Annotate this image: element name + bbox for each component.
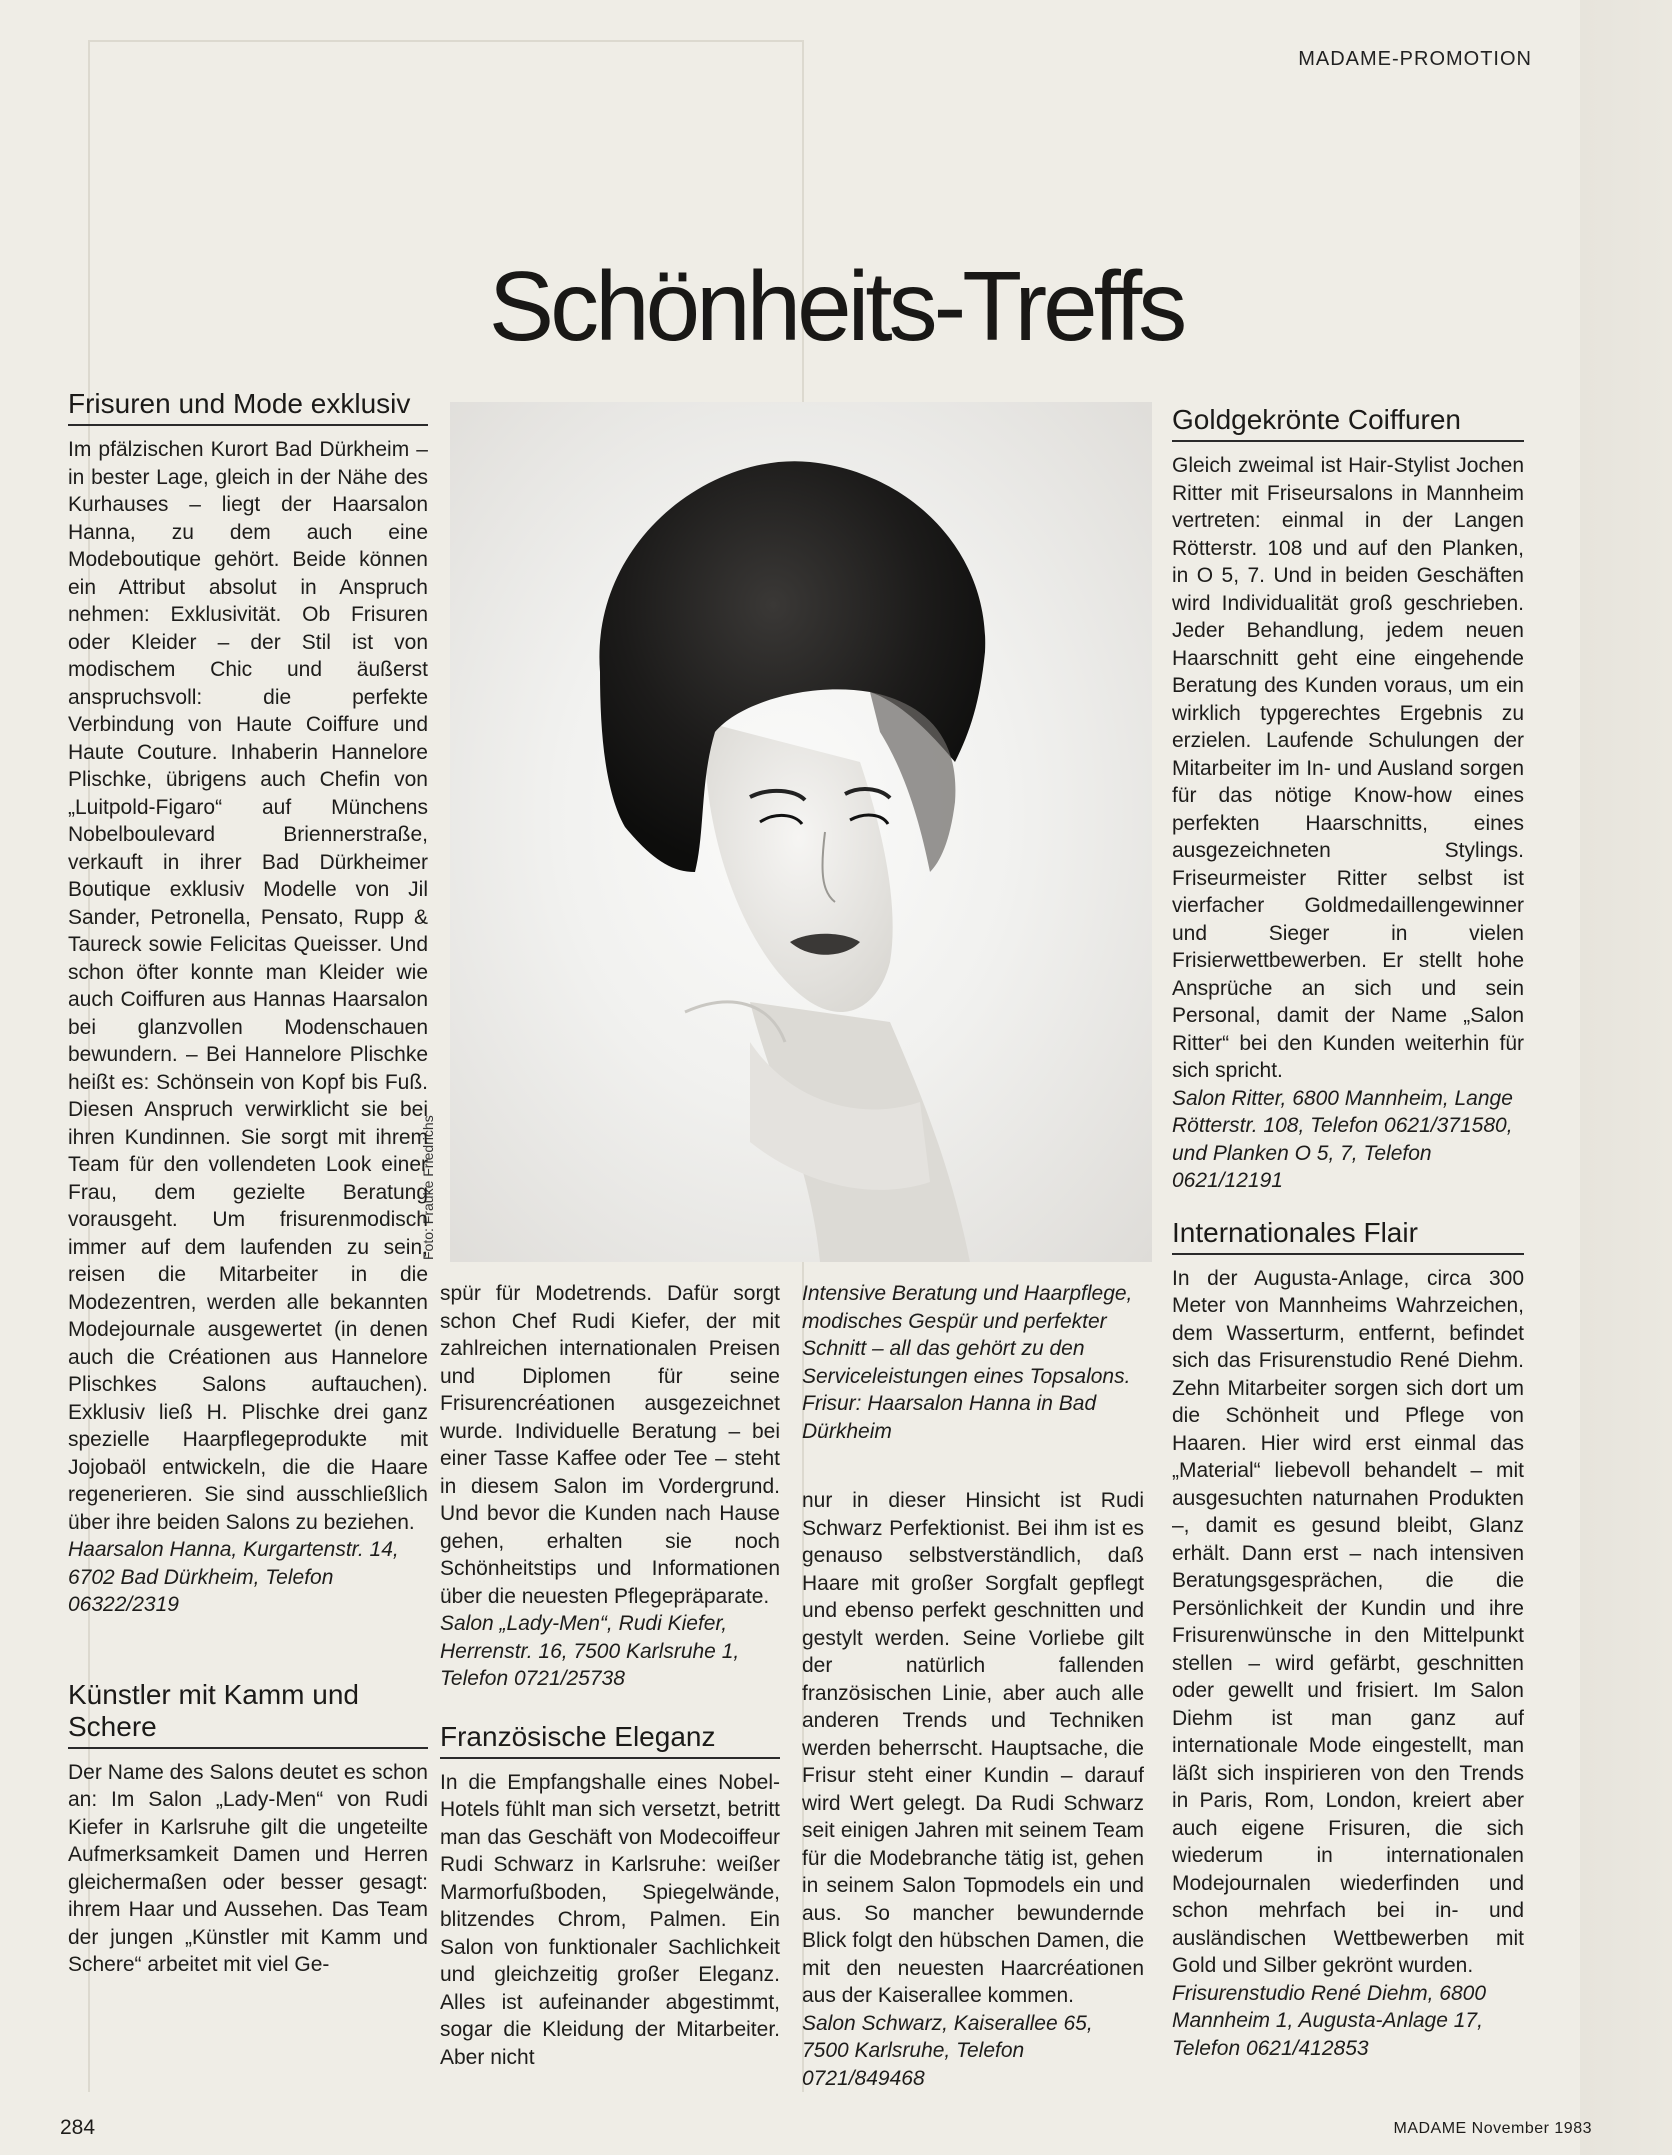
article-lady-men-continued: spür für Modetrends. Dafür sorgt schon Chef Rudi Kiefer, der mit zahlreichen internationalen Preisen und Diplomen für seine Frisurencréationen ausgezeichnet wurde. Individuelle Beratung – bei einer Tasse Kaffee oder Tee – steht in diesem Salon im Vordergrund. Und bevor die Kunden nach Hause gehen, erhalten sie noch Schönheitstips und Informationen über die neuesten Pflegepräparate.	[440, 1282, 780, 1608]
article-franzoesische-eleganz: In die Empfangshalle eines Nobel-Hotels fühlt man sich versetzt, betritt man das Geschäft von Modecoiffeur Rudi Schwarz in Karlsruhe: weißer Marmorfußboden, Spiegelwände, blitzendes Chrom, Palmen. Ein Salon von funktionaler Sachlichkeit und gleichzeitig großer Eleganz. Alles ist aufeinander abgestimmt, sogar die Kleidung der Mitarbeiter. Aber nicht	[440, 1770, 780, 2069]
page-title: Schönheits-Treffs	[488, 251, 1184, 361]
portrait-illustration	[450, 402, 1152, 1262]
column-1	[68, 388, 428, 1979]
address-salon-ritter: Salon Ritter, 6800 Mannheim, Lange Rötterstr. 108, Telefon 0621/371580, und Planken O 5, 7, Telefon 0621/12191	[1172, 1086, 1513, 1192]
article-frisuren-und-mode: Im pfälzischen Kurort Bad Dürkheim – in bester Lage, gleich in der Nähe des Kurhauses – liegt der Haarsalon Hanna, zu dem auch eine Modeboutique gehört. Beide können ein Attribut absolut in Anspruch nehmen: Exklusivität. Ob Frisuren oder Kleider – der Stil ist von modischem Chic und äußerst anspruchsvoll: die perfekte Verbindung von Haute Coiffure und Haute Couture. Inhaberin Hannelore Plischke, übrigens auch Chefin von „Luitpold-Figaro“ auf Münchens Nobelboulevard Briennerstraße, verkauft in ihrer Bad Dürkheimer Boutique exklusiv Modelle von Jil Sander, Petronella, Pensato, Rupp & Taureck sowie Felicitas Queisser. Und schon öfter konnte man Kleider wie auch Coiffuren aus Hannas Haarsalon bei glanzvollen Modenschauen bewundern. – Bei Hannelore Plischke heißt es: Schönsein von Kopf bis Fuß. Diesen Anspruch verwirklicht sie bei ihren Kundinnen. Sie sorgt mit ihrem Team für den vollendeten Look einer Frau, dem gezielte Beratung vorausgeht. Um frisurenmodisch immer auf dem laufenden zu sein, reisen die Mitarbeiter in die Modezentren, werden alle bekannten Modejournale ausgewertet (in denen auch die Créationen aus Hannelore Plischkes Salons auftauchen). Exklusiv ließ H. Plischke drei ganz spezielle Haarpflegeprodukte mit Jojobaöl entwickeln, die die Haare regenerieren. Sie sind ausschließlich über ihre beiden Salons zu beziehen.	[68, 438, 428, 1534]
article-goldgekroente-coiffuren: Gleich zweimal ist Hair-Stylist Jochen Ritter mit Friseursalons in Mannheim vertreten: einmal in der Langen Rötterstr. 108 und auf den Planken, in O 5, 7. Und in beiden Geschäften wird Individualität groß geschrieben. Jeder Behandlung, jedem neuen Haarschnitt geht eine eingehende Beratung des Kunden voraus, um ein wirklich typgerechtes Ergebnis zu erzielen. Laufende Schulungen der Mitarbeiter im In- und Ausland sorgen für das nötige Know-how eines perfekten Haarschnitts, eines ausgezeichneten Stylings. Friseurmeister Ritter selbst ist vierfacher Goldmedaillengewinner und Sieger in vielen Frisierwettbewerben. Er stellt hohe Ansprüche an sich und sein Personal, damit der Name „Salon Ritter“ bei den Kunden weiterhin für sich spricht.	[1172, 454, 1524, 1082]
address-haarsalon-hanna: Haarsalon Hanna, Kurgartenstr. 14, 6702 Bad Dürkheim, Telefon 06322/2319	[68, 1538, 399, 1616]
address-salon-lady-men: Salon „Lady-Men“, Rudi Kiefer, Herrenstr. 16, 7500 Karlsruhe 1, Telefon 0721/25738	[440, 1612, 740, 1690]
article-internationales-flair: In der Augusta-Anlage, circa 300 Meter von Mannheims Wahrzeichen, dem Wasserturm, entfernt, befindet sich das Frisurenstudio René Diehm. Zehn Mitarbeiter sorgen sich dort um die Schönheit und Pflege von Haaren. Hier wird erst einmal das „Material“ liebevoll behandelt – mit ausgesuchten naturnahen Produkten –, damit es gesund bleibt, Glanz erhält. Dann erst – nach intensiven Beratungsgesprächen, die die Persönlichkeit der Kundin und ihre Frisurenwünsche in den Mittelpunkt stellen – wird gefärbt, geschnitten oder gewellt und frisiert. Im Salon Diehm ist man ganz auf internationale Mode eingestellt, man läßt sich inspirieren von den Trends in Paris, Rom, London, kreiert aber auch eigene Frisuren, die sich wiederum in internationalen Modejournalen wiederfinden und schon mehrfach bei in- und ausländischen Wettbewerben mit Gold und Silber gekrönt wurden.	[1172, 1266, 1524, 1977]
heading-kuenstler-mit-kamm: Künstler mit Kamm und Schere	[68, 1679, 428, 1749]
article-kuenstler-mit-kamm: Der Name des Salons deutet es schon an: Im Salon „Lady-Men“ von Rudi Kiefer in Karlsruhe gilt die ungeteilte Aufmerksamkeit Damen und Herren gleichermaßen oder besser gesagt: ihrem Haar und Aussehen. Das Team der jungen „Künstler mit Kamm und Schere“ arbeitet mit viel Ge-	[68, 1760, 428, 1976]
heading-goldgekroente-coiffuren: Goldgekrönte Coiffuren	[1172, 404, 1524, 442]
photo-credit: Foto: Frauke Friedrichs	[420, 1115, 436, 1260]
article-schwarz-continued: nur in dieser Hinsicht ist Rudi Schwarz Perfektionist. Bei ihm ist es genauso selbstverständlich, daß Haare mit großer Sorgfalt gepflegt und ebenso perfekt geschnitten und gestylt werden. Seine Vorliebe gilt der natürlich fallenden französischen Linie, aber auch alle anderen Trends und Techniken werden beherrscht. Hauptsache, die Frisur steht einer Kundin – darauf wird Wert gelegt. Da Rudi Schwarz seit einigen Jahren mit seinem Team für die Modebranche tätig ist, gehen in seinem Salon Topmodels ein und aus. So mancher bewundernde Blick folgt den hübschen Damen, die mit den neuesten Haarcréationen aus der Kaiserallee kommen.	[802, 1489, 1144, 2007]
column-2	[440, 1280, 780, 2071]
page-number: 284	[60, 2116, 96, 2139]
heading-frisuren-und-mode: Frisuren und Mode exklusiv	[68, 388, 428, 426]
issue-label: MADAME November 1983	[1393, 2120, 1592, 2137]
column-4	[1172, 404, 1524, 2062]
promotion-label: MADAME-PROMOTION	[1298, 48, 1532, 70]
address-rene-diehm: Frisurenstudio René Diehm, 6800 Mannheim 1, Augusta-Anlage 17, Telefon 0621/412853	[1172, 1981, 1486, 2060]
column-3	[802, 1280, 1144, 2092]
photo-caption: Intensive Beratung und Haarpflege, modisches Gespür und perfekter Schnitt – all das gehört zu den Serviceleistungen eines Topsalons. Frisur: Haarsalon Hanna in Bad Dürkheim	[802, 1282, 1133, 1443]
hair-model-photo	[450, 402, 1152, 1262]
address-salon-schwarz: Salon Schwarz, Kaiserallee 65, 7500 Karlsruhe, Telefon 0721/849468	[802, 2011, 1093, 2090]
heading-franzoesische-eleganz: Französische Eleganz	[440, 1721, 780, 1759]
heading-internationales-flair: Internationales Flair	[1172, 1217, 1524, 1255]
